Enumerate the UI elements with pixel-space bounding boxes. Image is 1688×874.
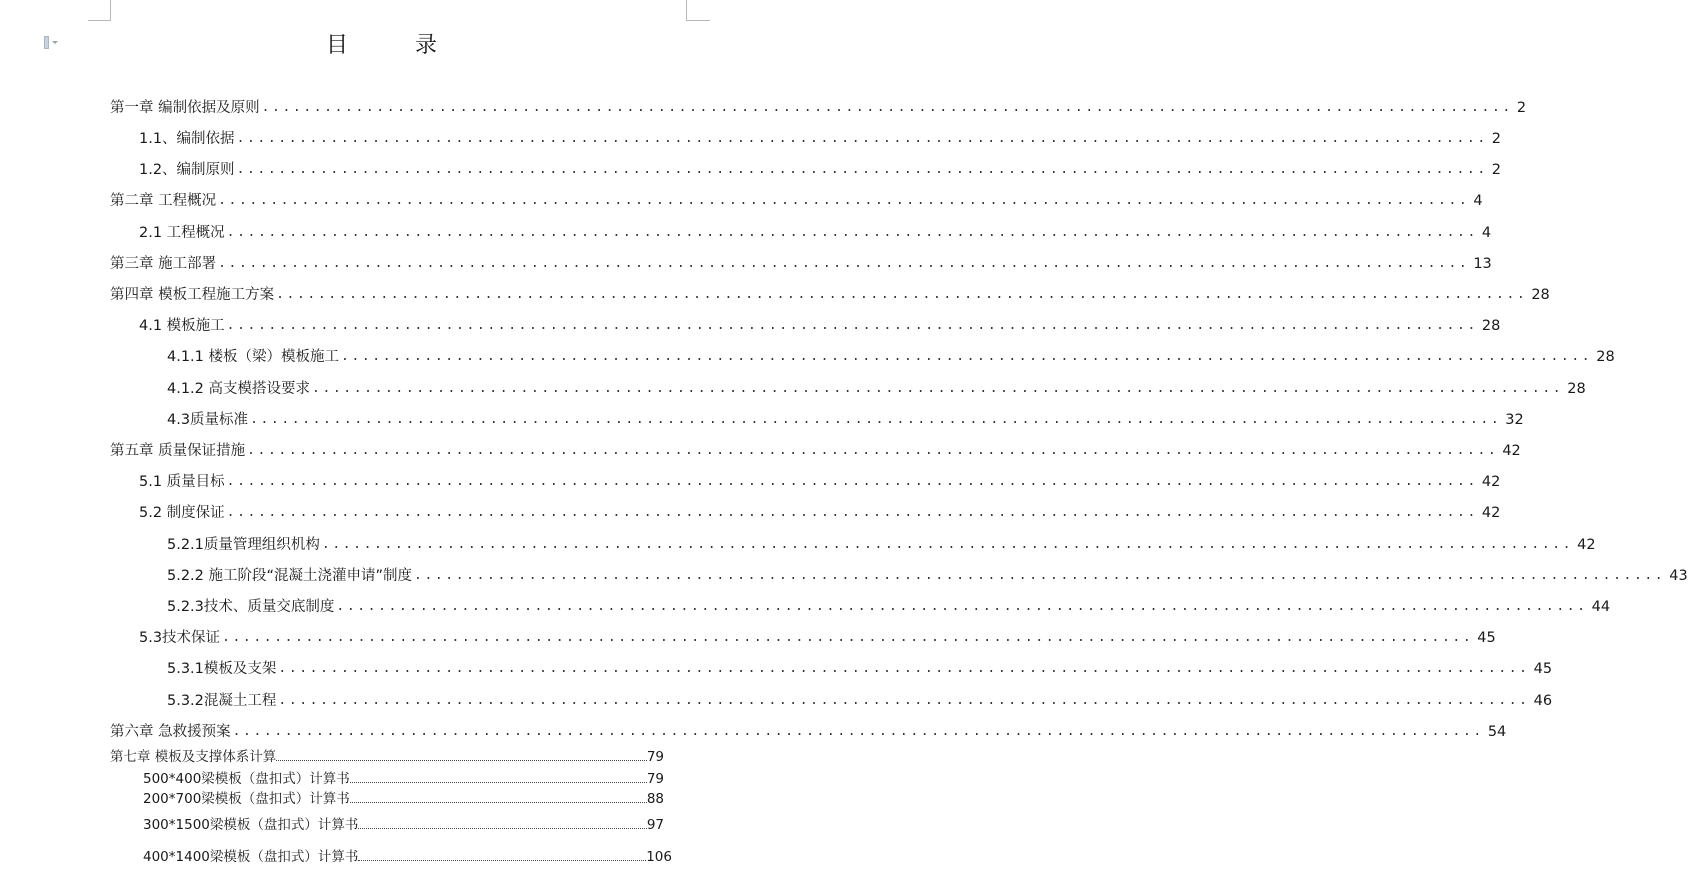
toc-dot-leader: ........................................................................................................................ <box>236 131 1488 146</box>
toc-entry-label: 第六章 急救援预案 <box>110 724 231 740</box>
toc-dot-leader: ........................................................................................................................ <box>321 537 1574 552</box>
toc-entry-page-number: 2 <box>1491 162 1501 178</box>
toc-entry-label: 第三章 施工部署 <box>110 256 217 272</box>
toc-entry-label: 2.1 工程概况 <box>139 225 225 241</box>
toc-entry[interactable] <box>143 817 664 833</box>
toc-entry-page-number: 42 <box>1481 474 1501 490</box>
toc-entry[interactable] <box>139 629 1496 647</box>
toc-dot-leader: ........................................................................................................................ <box>414 568 1666 583</box>
toc-entry-page-number: 43 <box>1669 568 1688 584</box>
toc-entry-label: 5.1 质量目标 <box>139 474 225 490</box>
toc-dot-leader: ........................................................................................................................ <box>222 630 1474 645</box>
crop-mark-top-left-vertical <box>110 0 111 20</box>
toc-entry-page-number: 79 <box>646 771 664 787</box>
crop-mark-top-left-horizontal <box>88 20 111 21</box>
toc-entry-label: 5.2 制度保证 <box>139 505 225 521</box>
toc-entry-page-number: 79 <box>646 749 664 765</box>
toc-entry-label: 4.3质量标准 <box>167 412 249 428</box>
toc-entry-label: 1.1、编制依据 <box>139 131 235 147</box>
toc-entry-label: 第一章 编制依据及原则 <box>110 100 260 116</box>
crop-mark-top-right-vertical <box>686 0 687 20</box>
toc-entry[interactable] <box>110 99 1527 117</box>
toc-entry[interactable] <box>110 749 664 765</box>
toc-entry[interactable] <box>167 348 1615 366</box>
toc-entry-page-number: 54 <box>1487 724 1507 740</box>
toc-dot-leader: ........................................................................................................................ <box>336 599 1588 614</box>
toc-entry-page-number: 46 <box>1533 693 1553 709</box>
toc-entry-page-number: 28 <box>1481 318 1501 334</box>
toc-entry-page-number: 2 <box>1516 100 1527 116</box>
toc-entry-page-number: 4 <box>1481 225 1492 241</box>
toc-dot-leader <box>350 782 647 783</box>
toc-entry-page-number: 44 <box>1591 599 1611 615</box>
toc-dot-leader: ........................................................................................................................ <box>218 256 1470 271</box>
toc-entry[interactable] <box>167 660 1553 678</box>
toc-entry-page-number: 97 <box>646 817 664 833</box>
toc-entry-page-number: 45 <box>1477 630 1496 646</box>
toc-entry[interactable] <box>167 536 1596 554</box>
toc-entry[interactable] <box>167 598 1611 616</box>
toc-entry-page-number: 28 <box>1567 381 1586 397</box>
toc-entry-page-number: 106 <box>646 849 672 865</box>
toc-entry[interactable] <box>167 411 1524 429</box>
toc-entry-page-number: 42 <box>1481 505 1501 521</box>
toc-dot-leader <box>358 828 646 829</box>
toc-dot-leader: ........................................................................................................................ <box>247 443 1499 458</box>
toc-entry[interactable] <box>139 161 1501 179</box>
toc-dot-leader: ........................................................................................................................ <box>226 505 1478 520</box>
toc-entry[interactable] <box>167 692 1553 710</box>
toc-entry-page-number: 45 <box>1533 661 1553 677</box>
toc-entry[interactable] <box>110 723 1507 741</box>
toc-entry[interactable] <box>139 504 1501 522</box>
page-title: 目 录 <box>326 33 467 58</box>
toc-entry-label: 5.3技术保证 <box>139 630 221 646</box>
toc-dot-leader <box>358 860 646 861</box>
toc-dot-leader: ........................................................................................................................ <box>226 474 1478 489</box>
toc-entry-label: 500*400梁模板（盘扣式）计算书 <box>143 771 350 787</box>
toc-entry[interactable] <box>110 255 1492 273</box>
toc-entry[interactable] <box>110 192 1483 210</box>
toc-entry-page-number: 88 <box>646 791 664 807</box>
toc-entry[interactable] <box>143 849 672 865</box>
toc-dot-leader: ........................................................................................................................ <box>218 193 1470 208</box>
toc-entry-page-number: 2 <box>1491 131 1501 147</box>
crop-mark-top-right-horizontal <box>686 20 710 21</box>
toc-entry[interactable] <box>167 567 1688 585</box>
toc-entry-label: 5.3.1模板及支架 <box>167 661 277 677</box>
toc-entry[interactable] <box>139 317 1501 335</box>
toc-dot-leader: ........................................................................................................................ <box>236 162 1488 177</box>
toc-entry[interactable] <box>139 224 1492 242</box>
toc-entry-label: 5.2.3技术、质量交底制度 <box>167 599 335 615</box>
toc-entry-label: 第二章 工程概况 <box>110 193 217 209</box>
toc-entry-page-number: 13 <box>1473 256 1492 272</box>
toc-entry[interactable] <box>143 771 664 787</box>
toc-dot-leader: ........................................................................................................................ <box>226 318 1478 333</box>
toc-entry-page-number: 28 <box>1531 287 1550 303</box>
toc-dot-leader: ........................................................................................................................ <box>276 287 1528 302</box>
toc-entry-label: 第四章 模板工程施工方案 <box>110 287 275 303</box>
toc-dot-leader: ........................................................................................................................ <box>261 100 1513 115</box>
toc-entry-page-number: 28 <box>1596 349 1615 365</box>
toc-dot-leader: ........................................................................................................................ <box>226 225 1478 240</box>
toc-dot-leader: ........................................................................................................................ <box>250 412 1502 427</box>
toc-entry-page-number: 42 <box>1577 537 1596 553</box>
toc-entry-label: 5.2.1质量管理组织机构 <box>167 537 320 553</box>
toc-dot-leader <box>350 802 647 803</box>
toc-entry-label: 400*1400梁模板（盘扣式）计算书 <box>143 849 359 865</box>
toc-entry-label: 4.1 模板施工 <box>139 318 225 334</box>
toc-dot-leader <box>276 760 647 761</box>
toc-entry-label: 300*1500梁模板（盘扣式）计算书 <box>143 817 359 833</box>
toc-entry[interactable] <box>167 380 1586 398</box>
toc-entry[interactable] <box>110 286 1550 304</box>
toc-entry[interactable] <box>139 473 1501 491</box>
toc-dot-leader: ........................................................................................................................ <box>232 724 1484 739</box>
toc-entry-label: 1.2、编制原则 <box>139 162 235 178</box>
toc-entry-label: 200*700梁模板（盘扣式）计算书 <box>143 791 350 807</box>
toc-entry-label: 第五章 质量保证措施 <box>110 443 246 459</box>
toc-entry[interactable] <box>139 130 1501 148</box>
toc-entry-label: 5.3.2混凝土工程 <box>167 693 277 709</box>
toc-dot-leader: ........................................................................................................................ <box>278 693 1530 708</box>
toc-dot-leader: ........................................................................................................................ <box>312 381 1564 396</box>
toc-entry-label: 4.1.1 楼板（梁）模板施工 <box>167 349 340 365</box>
toc-entry-label: 5.2.2 施工阶段“混凝土浇灌申请”制度 <box>167 568 413 584</box>
toc-entry-page-number: 4 <box>1473 193 1483 209</box>
toc-entry-page-number: 42 <box>1502 443 1521 459</box>
toc-entry[interactable] <box>110 442 1521 460</box>
toc-entry-label: 4.1.2 高支模搭设要求 <box>167 381 311 397</box>
toc-entry-label: 第七章 模板及支撑体系计算 <box>110 749 277 765</box>
toc-dot-leader: ........................................................................................................................ <box>341 349 1593 364</box>
toc-entry[interactable] <box>143 791 664 807</box>
toc-entry-page-number: 32 <box>1505 412 1524 428</box>
toc-dot-leader: ........................................................................................................................ <box>278 661 1530 676</box>
